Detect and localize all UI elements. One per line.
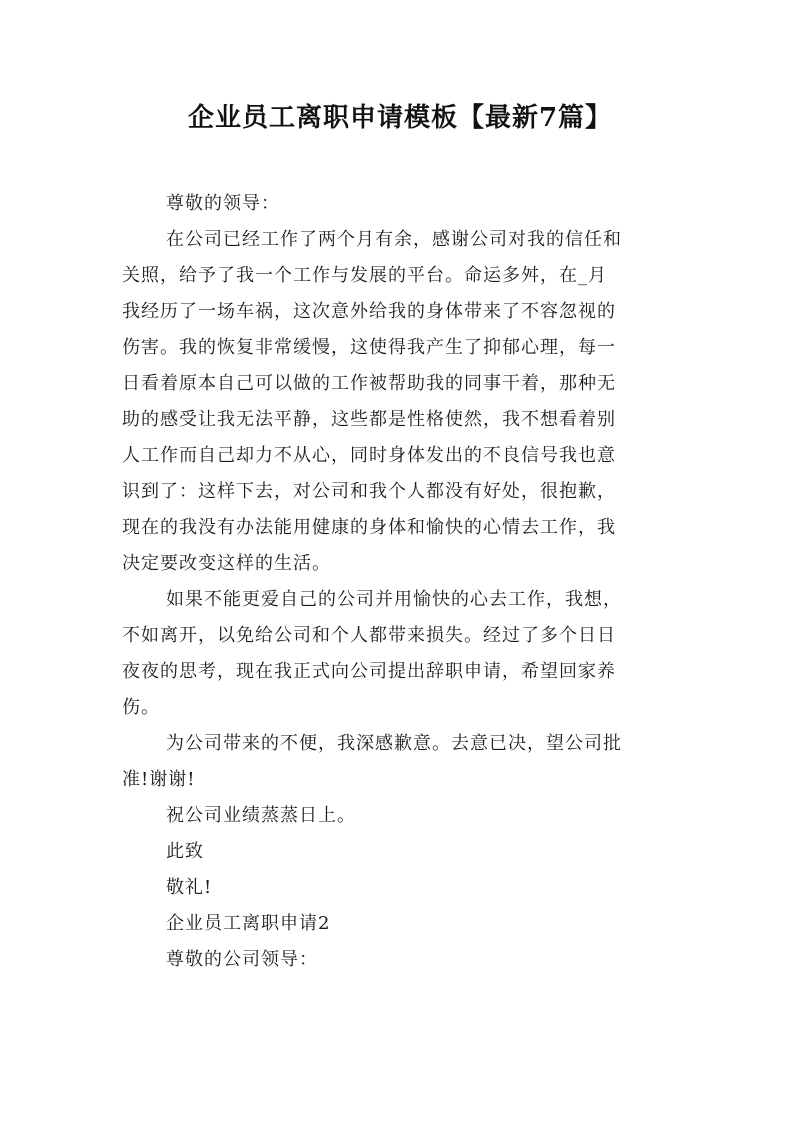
body-line: 在公司已经工作了两个月有余，感谢公司对我的信任和 [166,229,622,250]
body-line: 不如离开，以免给公司和个人都带来损失。经过了多个日日 [122,625,616,646]
body-line: 现在的我没有办法能用健康的身体和愉快的心情去工作，我 [122,517,616,538]
body-line: 准!谢谢! [122,769,196,790]
body-line: 敬礼! [166,877,213,898]
body-line: 识到了：这样下去，对公司和我个人都没有好处，很抱歉， [122,481,616,502]
body-line: 祝公司业绩蒸蒸日上。 [166,805,356,826]
body-line: 伤害。我的恢复非常缓慢，这使得我产生了抑郁心理，每一 [122,337,616,358]
document-body [122,186,682,978]
body-line: 为公司带来的不便，我深感歉意。去意已决，望公司批 [166,733,622,754]
body-line: 助的感受让我无法平静，这些都是性格使然，我不想看着别 [122,409,616,430]
body-line: 尊敬的领导： [166,193,280,214]
body-line: 此致 [166,841,204,862]
body-line: 人工作而自己却力不从心，同时身体发出的不良信号我也意 [122,445,616,466]
body-line: 日看着原本自己可以做的工作被帮助我的同事干着，那种无 [122,373,616,394]
body-line: 夜夜的思考，现在我正式向公司提出辞职申请，希望回家养 [122,661,616,682]
document-title: 企业员工离职申请模板【最新7篇】 [187,103,613,133]
body-line: 关照，给予了我一个工作与发展的平台。命运多舛，在_月 [122,265,607,286]
body-line: 决定要改变这样的生活。 [122,553,331,574]
body-line: 伤。 [122,697,160,718]
body-line: 企业员工离职申请2 [166,913,331,934]
body-line: 我经历了一场车祸，这次意外给我的身体带来了不容忽视的 [122,301,616,322]
body-line: 如果不能更爱自己的公司并用愉快的心去工作，我想， [166,589,622,610]
body-line: 尊敬的公司领导： [166,949,318,970]
